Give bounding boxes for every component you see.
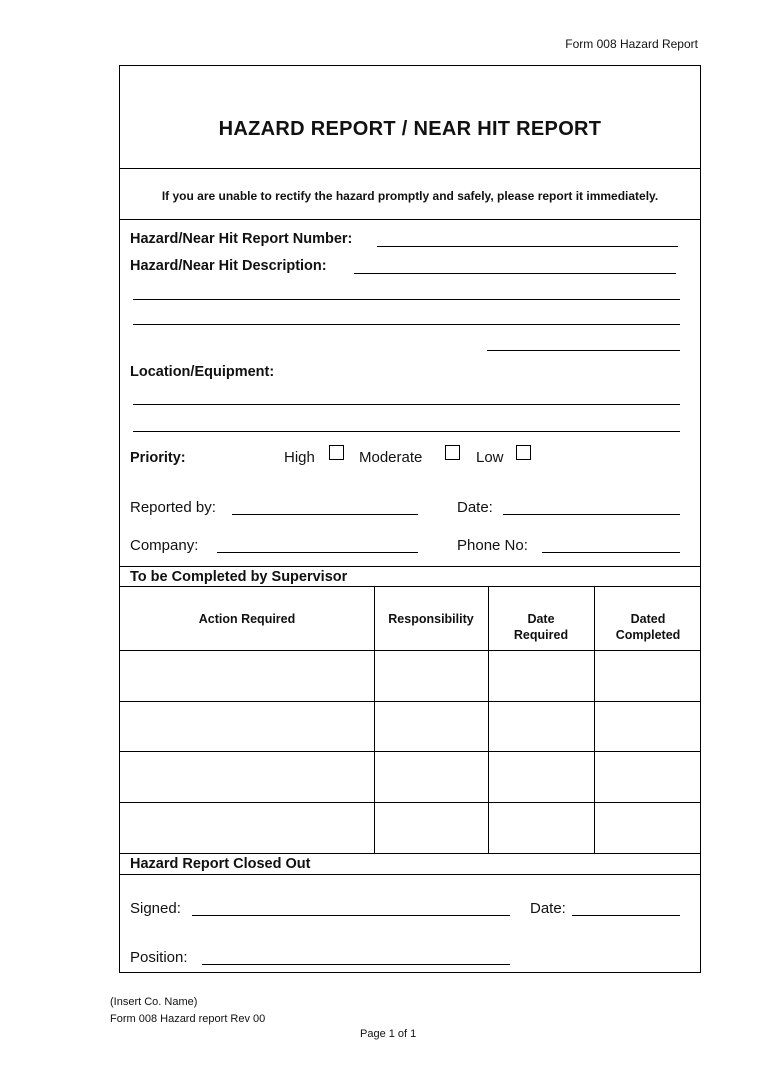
supervisor-divider-top — [120, 566, 700, 567]
column-header-dated-completed: Dated Completed — [615, 612, 681, 642]
footer-form-revision: Form 008 Hazard report Rev 00 — [110, 1013, 266, 1025]
table-cell[interactable] — [489, 651, 594, 701]
title-section — [120, 66, 700, 169]
signed-field[interactable] — [192, 915, 510, 916]
phone-label: Phone No: — [457, 537, 528, 554]
description-line-3[interactable] — [133, 324, 680, 325]
priority-low-label: Low — [476, 449, 504, 466]
supervisor-divider-header — [120, 586, 700, 587]
closed-out-date-label: Date: — [530, 900, 566, 917]
priority-label: Priority: — [130, 450, 186, 466]
footer-page-number: Page 1 of 1 — [360, 1028, 417, 1040]
table-cell[interactable] — [120, 702, 374, 751]
table-cell[interactable] — [120, 803, 374, 853]
form-title: HAZARD REPORT / NEAR HIT REPORT — [218, 118, 602, 140]
date-field[interactable] — [503, 514, 680, 515]
location-line-1[interactable] — [133, 404, 680, 405]
date-label: Date: — [457, 499, 493, 516]
description-line-2[interactable] — [133, 299, 680, 300]
form-reference-header: Form 008 Hazard Report — [565, 37, 698, 51]
company-label: Company: — [130, 537, 199, 554]
priority-moderate-label: Moderate — [359, 449, 423, 466]
table-cell[interactable] — [489, 702, 594, 751]
table-cell[interactable] — [489, 752, 594, 802]
supervisor-section-title: To be Completed by Supervisor — [130, 569, 348, 585]
table-cell[interactable] — [595, 702, 700, 751]
closed-out-date-field[interactable] — [572, 915, 680, 916]
company-field[interactable] — [217, 552, 418, 553]
priority-high-checkbox[interactable] — [329, 445, 344, 460]
hazard-report-form — [119, 65, 701, 973]
table-cell[interactable] — [595, 752, 700, 802]
description-field[interactable] — [354, 273, 676, 274]
table-cell[interactable] — [375, 702, 488, 751]
table-cell[interactable] — [120, 651, 374, 701]
description-line-4[interactable] — [487, 350, 680, 351]
reported-by-field[interactable] — [232, 514, 418, 515]
location-label: Location/Equipment: — [130, 364, 275, 380]
table-cell[interactable] — [375, 651, 488, 701]
column-header-date-required: Date Required — [513, 612, 569, 642]
closed-out-divider — [120, 874, 700, 875]
location-line-2[interactable] — [133, 431, 680, 432]
closed-out-section-title: Hazard Report Closed Out — [130, 856, 311, 872]
table-cell[interactable] — [595, 803, 700, 853]
reported-by-label: Reported by: — [130, 499, 216, 516]
table-row-divider — [120, 853, 700, 854]
footer-company-name: (Insert Co. Name) — [110, 996, 198, 1008]
table-cell[interactable] — [120, 752, 374, 802]
column-header-responsibility: Responsibility — [388, 612, 474, 626]
description-label: Hazard/Near Hit Description: — [130, 258, 327, 274]
table-cell[interactable] — [595, 651, 700, 701]
position-label: Position: — [130, 949, 188, 966]
priority-high-label: High — [284, 449, 315, 466]
table-cell[interactable] — [375, 752, 488, 802]
report-number-field[interactable] — [377, 246, 678, 247]
position-field[interactable] — [202, 964, 510, 965]
column-header-action-required: Action Required — [198, 612, 296, 626]
table-cell[interactable] — [375, 803, 488, 853]
phone-field[interactable] — [542, 552, 680, 553]
priority-low-checkbox[interactable] — [516, 445, 531, 460]
signed-label: Signed: — [130, 900, 181, 917]
notice-section — [120, 169, 700, 220]
priority-moderate-checkbox[interactable] — [445, 445, 460, 460]
report-number-label: Hazard/Near Hit Report Number: — [130, 231, 353, 247]
table-cell[interactable] — [489, 803, 594, 853]
notice-text: If you are unable to rectify the hazard promptly and safely, please report it immediately. — [161, 189, 659, 203]
